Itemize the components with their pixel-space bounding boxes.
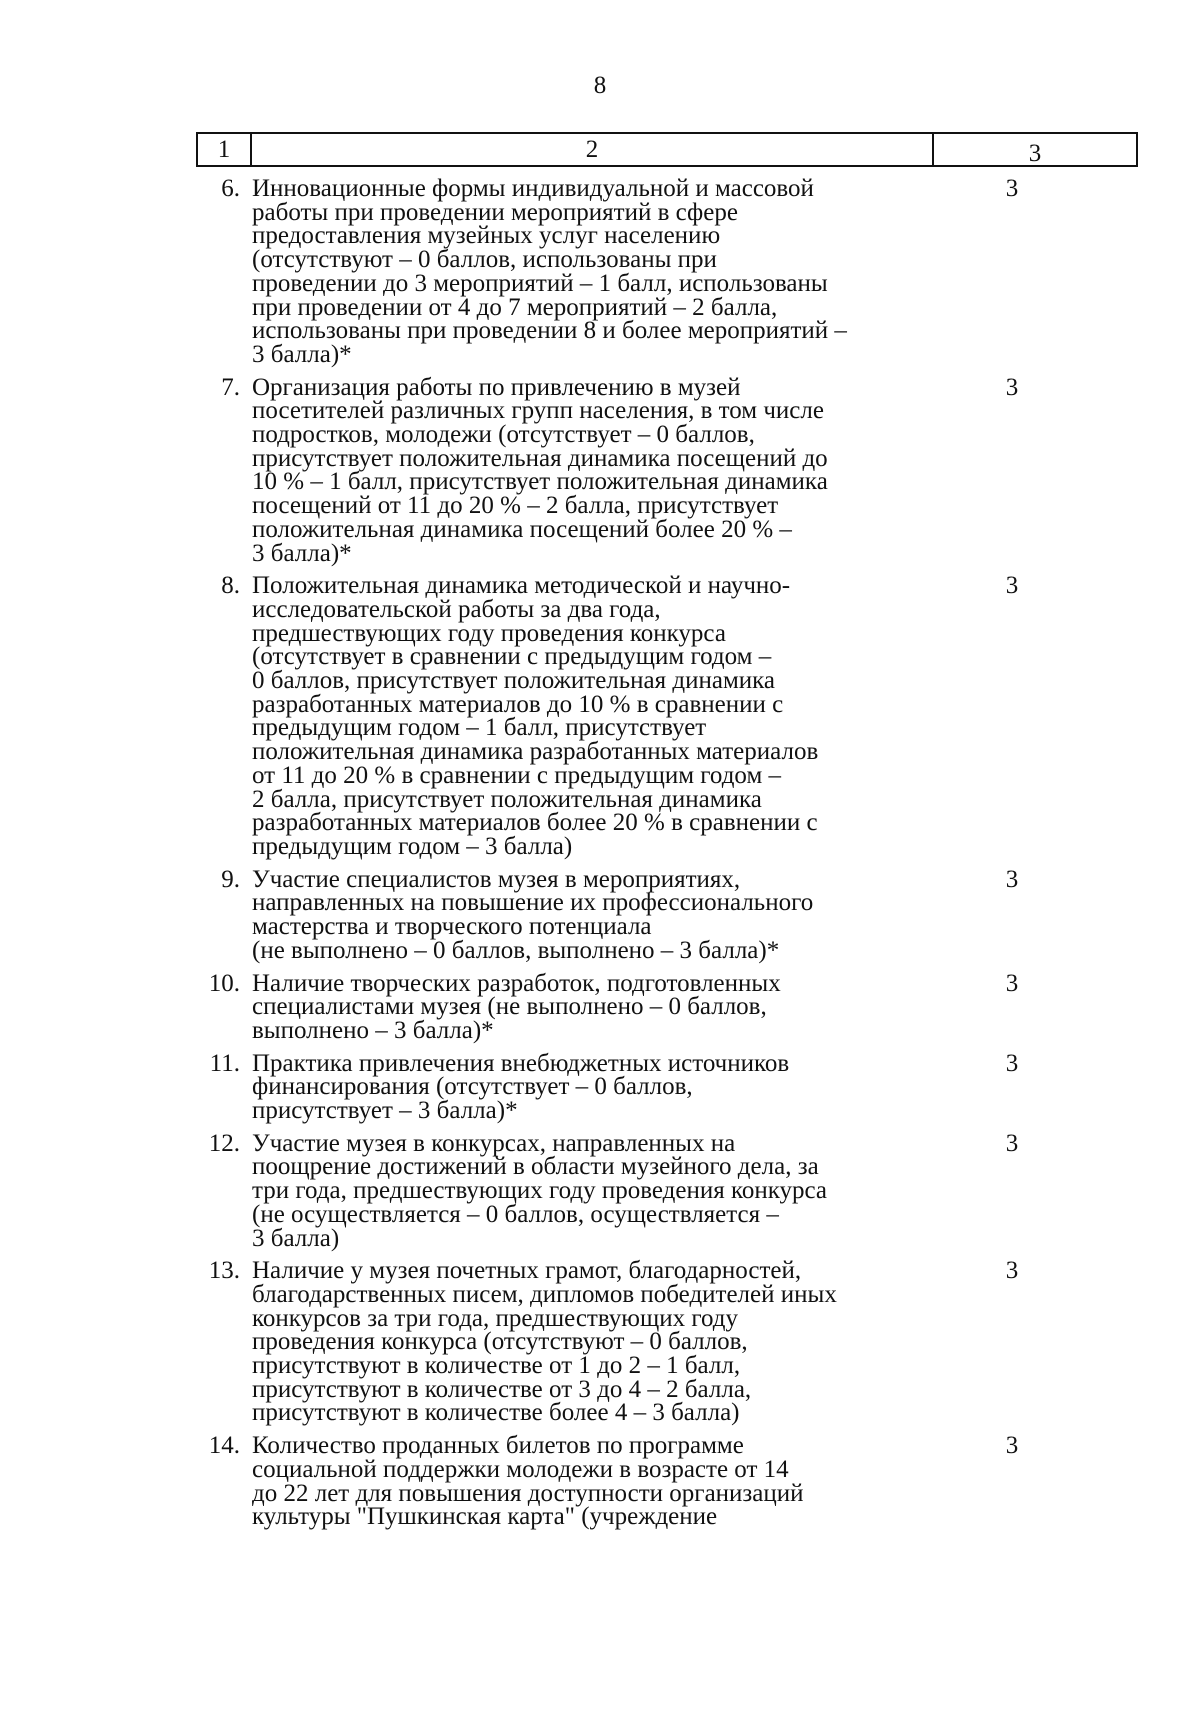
row-number: 14. — [208, 1432, 240, 1460]
page-number: 8 — [593, 72, 607, 99]
row-description: Участие музея в конкурсах, направленных на поощрение достижений в области музейного дела, за три года, предшествующих году проведения конкурса (не осуществляется – 0 баллов, осуществляется – 3 балла) — [252, 1129, 827, 1252]
row-number: 10. — [208, 969, 240, 997]
header-col-2: 2 — [252, 134, 934, 165]
table-row — [190, 177, 1130, 367]
row-score: 3 — [1005, 175, 1019, 202]
row-description: Практика привлечения внебюджетных источников финансирования (отсутствует – 0 баллов, присутствует – 3 балла)* — [252, 1049, 790, 1125]
row-score: 3 — [1005, 1049, 1019, 1077]
row-score: 3 — [1005, 373, 1019, 401]
row-description: Участие специалистов музея в мероприятиях, направленных на повышение их профессионального мастерства и творческого потенциала (не выполнено – 0 баллов, выполнено – 3 балла)* — [252, 865, 814, 964]
row-number: 8. — [221, 572, 240, 600]
row-description: Наличие творческих разработок, подготовленных специалистами музея (не выполнено – 0 баллов, выполнено – 3 балла)* — [252, 969, 781, 1044]
row-description: Количество проданных билетов по программе социальной поддержки молодежи в возрасте от 14 до 22 лет для повышения доступности организаций культуры "Пушкинская карта" (учреждение — [252, 1432, 804, 1531]
table-row — [190, 1129, 1130, 1252]
table-header — [196, 132, 1138, 167]
row-score: 3 — [1005, 1129, 1019, 1157]
header-col-1: 1 — [198, 134, 252, 165]
row-description: Инновационные формы индивидуальной и массовой работы при проведении мероприятий в сфере предоставления музейных услуг населению (отсутствуют – 0 баллов, использованы при проведении до 3 мероприятий – 1 балл, использованы при проведении от 4 до 7 мероприятий – 2 балла, использованы при проведении 8 и более мероприятий – 3 балла)* — [252, 175, 847, 368]
criteria-table — [190, 177, 1130, 1538]
table-row — [190, 969, 1130, 1044]
table-row — [190, 373, 1130, 567]
row-description: Организация работы по привлечению в музей посетителей различных групп населения, в том числе подростков, молодежи (отсутствует – 0 баллов, присутствует положительная динамика посещений до 10 % – 1 балл, присутствует положительная динамика посещений от 11 до 20 % – 2 балла, присутствует положительная динамика посещений более 20 % – 3 балла)* — [252, 373, 828, 567]
table-row — [190, 1434, 1130, 1529]
header-col-3: 3 — [1028, 139, 1042, 167]
table-row — [190, 574, 1130, 858]
row-score: 3 — [1005, 1257, 1019, 1285]
table-row — [190, 865, 1130, 964]
row-number: 12. — [208, 1129, 240, 1157]
row-description: Наличие у музея почетных грамот, благодарностей, благодарственных писем, дипломов победителей иных конкурсов за три года, предшествующих году проведения конкурса (отсутствуют – 0 баллов, присутствуют в количестве от 1 до 2 – 1 балл, присутствуют в количестве от 3 до 4 – 2 балла, присутствуют в количестве более 4 – 3 балла) — [252, 1257, 837, 1427]
table-row — [190, 1259, 1130, 1425]
table-row — [190, 1049, 1130, 1125]
row-description: Положительная динамика методической и научно- исследовательской работы за два года, предшествующих году проведения конкурса (отсутствует в сравнении с предыдущим годом – 0 баллов, присутствует положительная динамика разработанных материалов до 10 % в сравнении с предыдущим годом – 1 балл, присутствует положительная динамика разработанных материалов от 11 до 20 % в сравнении с предыдущим годом – 2 балла, присутствует положительная динамика разработанных материалов более 20 % в сравнении с предыдущим годом – 3 балла) — [252, 572, 819, 860]
row-number: 9. — [221, 865, 240, 893]
row-score: 3 — [1005, 1432, 1019, 1460]
row-number: 11. — [209, 1049, 240, 1077]
row-number: 6. — [221, 175, 240, 202]
row-number: 13. — [208, 1257, 240, 1285]
row-score: 3 — [1005, 572, 1019, 600]
row-number: 7. — [221, 373, 240, 401]
row-score: 3 — [1005, 969, 1019, 997]
row-score: 3 — [1005, 865, 1019, 893]
